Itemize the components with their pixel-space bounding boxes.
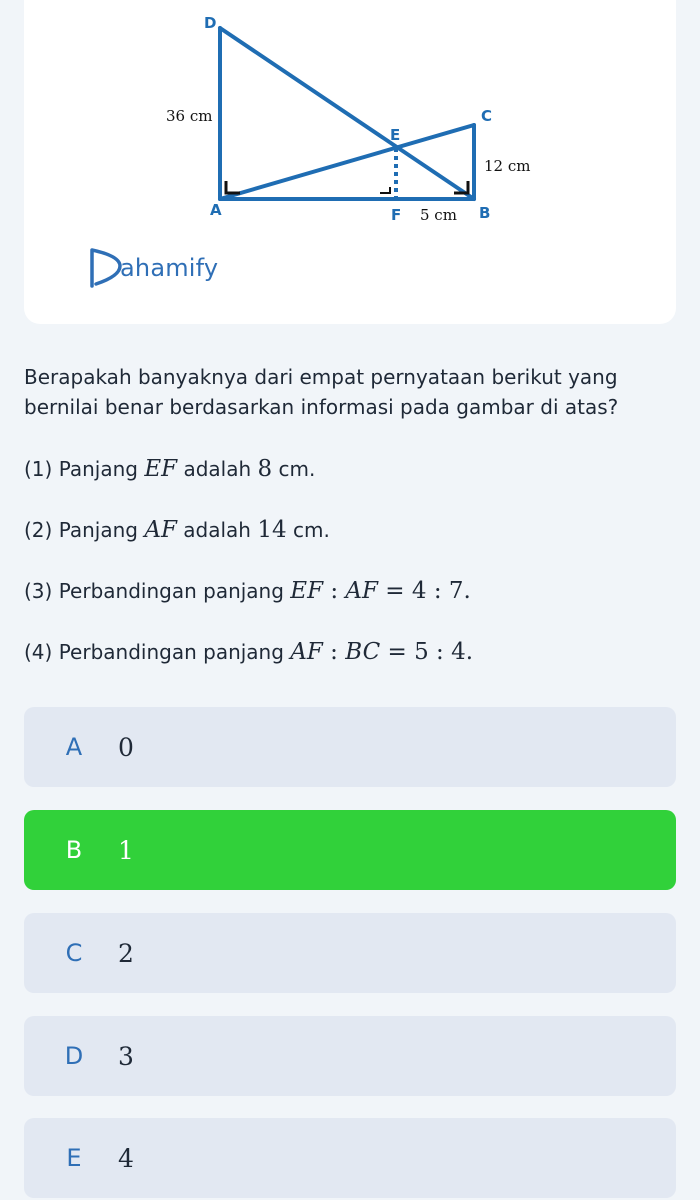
option-value: 1 (118, 835, 134, 865)
label-bc-length: 12 cm (484, 157, 531, 175)
label-d: D (204, 14, 217, 32)
statement-2: (2) Panjang AF adalah 14 cm. (24, 517, 330, 543)
segment-db (220, 28, 474, 199)
option-value: 2 (118, 938, 134, 968)
right-angle-f (380, 187, 390, 193)
option-value: 4 (118, 1143, 134, 1173)
statement-3: (3) Perbandingan panjang EF : AF = 4 : 7. (24, 578, 471, 604)
label-c: C (481, 107, 493, 125)
label-b: B (479, 204, 491, 222)
right-angle-a (226, 181, 240, 193)
option-letter: E (66, 1144, 82, 1172)
label-fb-length: 5 cm (420, 206, 457, 224)
option-c[interactable] (24, 913, 676, 993)
question-text: Berapakah banyaknya dari empat pernyataan berikut yang bernilai benar berdasarkan informasi pada gambar di atas? (24, 365, 619, 419)
option-letter: A (65, 733, 83, 761)
option-letter: D (64, 1042, 84, 1070)
label-ad-length: 36 cm (166, 107, 213, 125)
segment-ac (220, 125, 474, 199)
option-a[interactable] (24, 707, 676, 787)
label-f: F (391, 206, 402, 224)
option-e[interactable] (24, 1118, 676, 1198)
statement-1: (1) Panjang EF adalah 8 cm. (24, 456, 316, 482)
option-value: 0 (118, 732, 134, 762)
statement-4: (4) Perbandingan panjang AF : BC = 5 : 4. (24, 639, 474, 665)
label-e: E (390, 126, 401, 144)
option-letter: C (65, 939, 83, 967)
option-letter: B (65, 836, 83, 864)
option-b[interactable] (24, 810, 676, 890)
brand-logo (86, 246, 218, 290)
option-d[interactable] (24, 1016, 676, 1096)
brand-name: ahamify (120, 254, 219, 282)
label-a: A (210, 201, 222, 219)
option-value: 3 (118, 1041, 134, 1071)
